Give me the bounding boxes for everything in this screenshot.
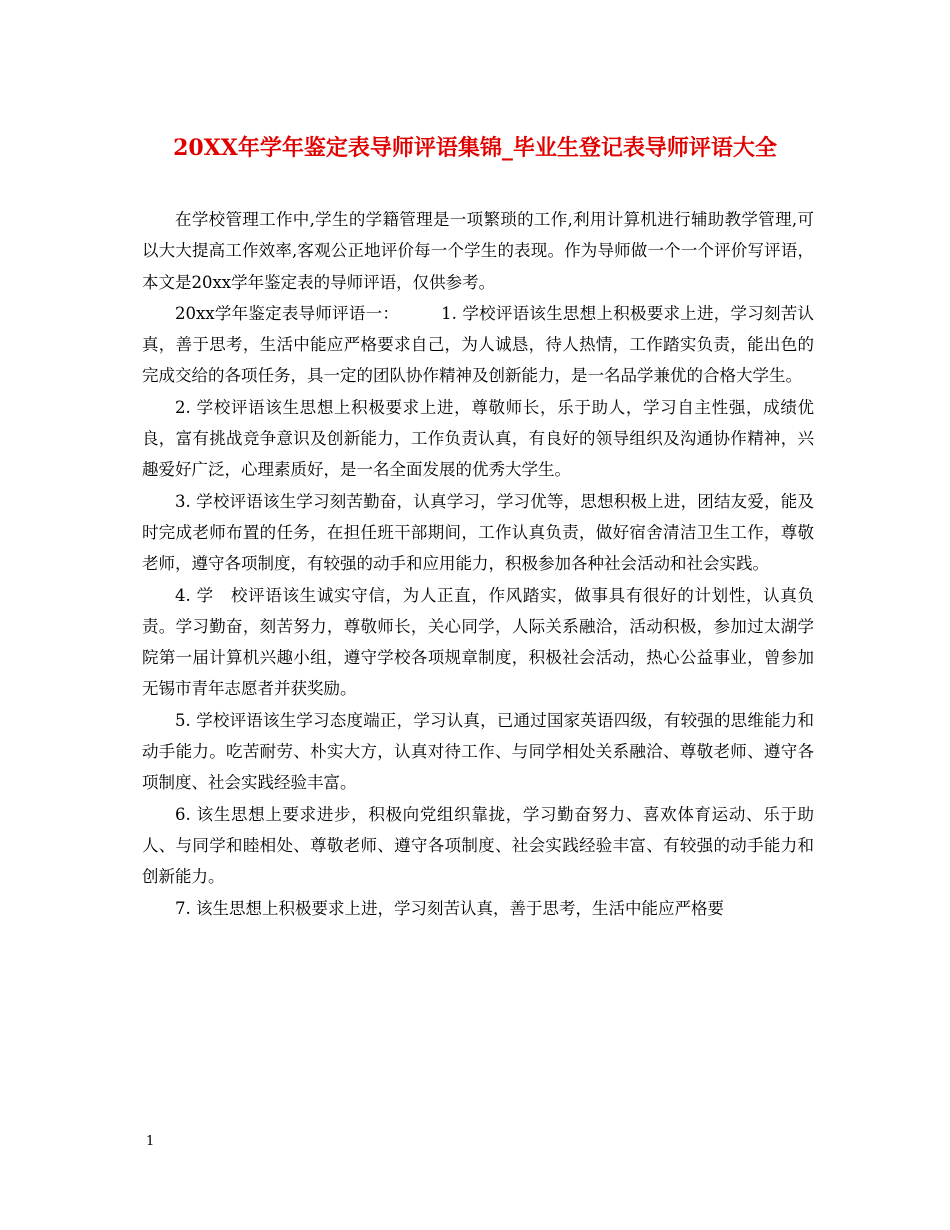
document-body [142,204,814,924]
paragraph-comment-7: 7. 该生思想上积极要求上进，学习刻苦认真，善于思考，生活中能应严格要 [175,898,724,918]
paragraph-comment-5: 5. 学校评语该生学习态度端正，学习认真，已通过国家英语四级，有较强的思维能力和动手能力。吃苦耐劳、朴实大方，认真对待工作、与同学相处关系融洽、尊敬老师、遵守各项制度、社会实践经验丰富。 [142,710,814,793]
paragraph-comment-2: 2. 学校评语该生思想上积极要求上进，尊敬师长，乐于助人，学习自主性强，成绩优良，富有挑战竞争意识及创新能力，工作负责认真，有良好的领导组织及沟通协作精神，兴趣爱好广泛，心理素质好，是一名全面发展的优秀大学生。 [142,397,814,480]
paragraph-intro: 在学校管理工作中,学生的学籍管理是一项繁琐的工作,利用计算机进行辅助教学管理,可以大大提高工作效率,客观公正地评价每一个学生的表现。作为导师做一个一个评价写评语，本文是20xx学年鉴定表的导师评语，仅供参考。 [142,210,814,292]
paragraph-comment-4: 4. 学 校评语该生诚实守信，为人正直，作风踏实，做事具有很好的计划性，认真负责。学习勤奋，刻苦努力，尊敬师长，关心同学，人际关系融洽，活动积极，参加过太湖学院第一届计算机兴趣小组，遵守学校各项规章制度，积极社会活动，热心公益事业，曾参加无锡市青年志愿者并获奖励。 [142,585,814,699]
paragraph-comment-6: 6. 该生思想上要求进步，积极向党组织靠拢，学习勤奋努力、喜欢体育运动、乐于助人、与同学和睦相处、尊敬老师、遵守各项制度、社会实践经验丰富、有较强的动手能力和创新能力。 [142,804,814,887]
paragraph-comment-3: 3. 学校评语该生学习刻苦勤奋，认真学习，学习优等，思想积极上进，团结友爱，能及时完成老师布置的任务，在担任班干部期间，工作认真负责，做好宿舍清洁卫生工作，尊敬老师，遵守各项制度，有较强的动手和应用能力，积极参加各种社会活动和社会实践。 [142,491,814,574]
page-number: 1 [146,1134,155,1149]
paragraph-comment-1: 20xx学年鉴定表导师评语一： 1. 学校评语该生思想上积极要求上进，学习刻苦认真，善于思考，生活中能应严格要求自己，为人诚恳，待人热情，工作踏实负责，能出色的完成交给的各项任务，具一定的团队协作精神及创新能力，是一名品学兼优的合格大学生。 [142,303,814,386]
document-title: 20XX年学年鉴定表导师评语集锦_毕业生登记表导师评语大全 [173,135,777,161]
